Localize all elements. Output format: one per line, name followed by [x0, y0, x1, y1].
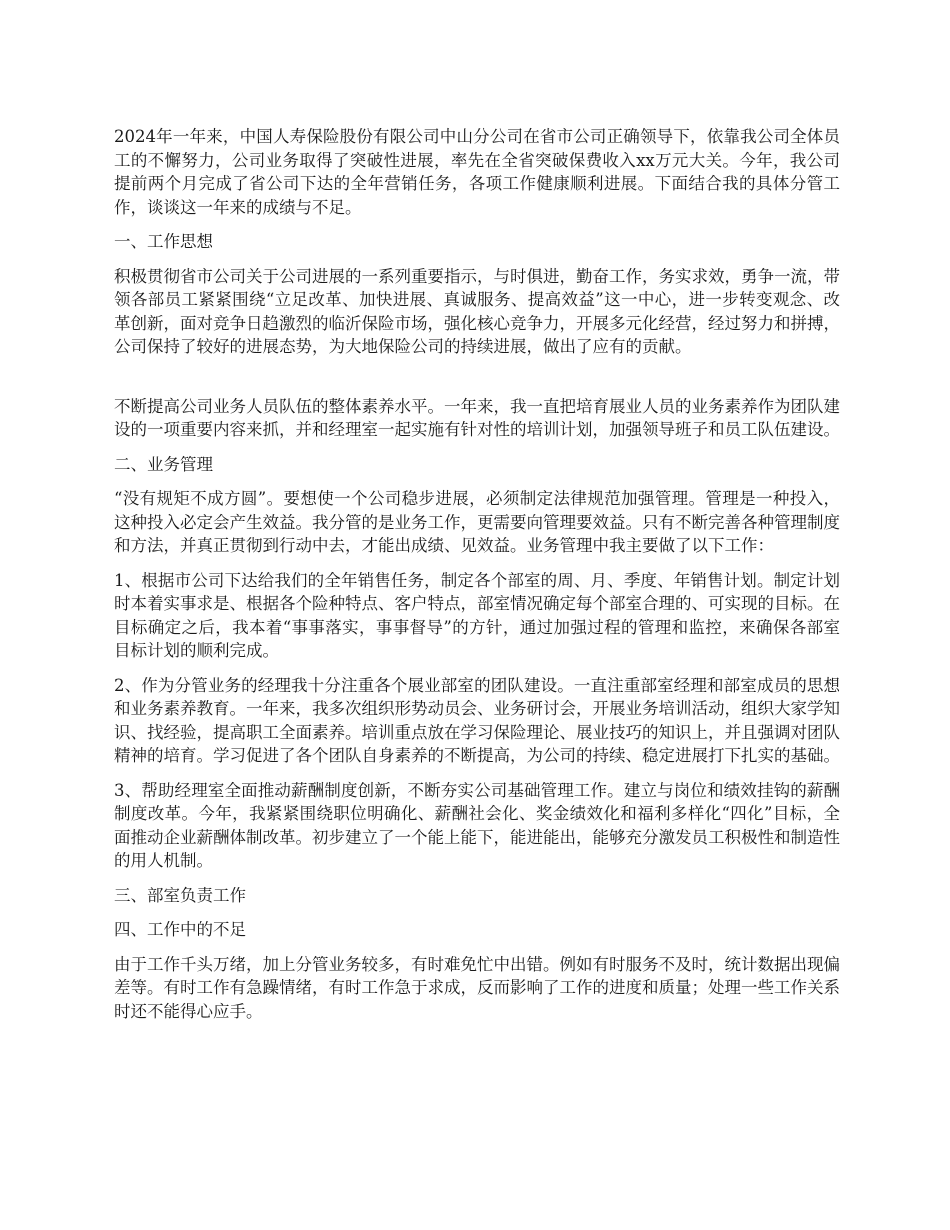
business-management-paragraph: “没有规矩不成方圆”。要想使一个公司稳步进展，必须制定法律规范加强管理。管理是一种投入，这种投入必定会产生效益。我分管的是业务工作，更需要向管理要效益。只有不断完善各种管理制度和方法，并真正贯彻到行动中去，才能出成绩、见效益。业务管理中我主要做了以下工作：	[114, 489, 840, 555]
document-body	[114, 125, 840, 1034]
shortcomings-paragraph: 由于工作千头万绪，加上分管业务较多，有时难免忙中出错。例如有时服务不及时，统计数据出现偏差等。有时工作有急躁情绪，有时工作急于求成，反而影响了工作的进度和质量；处理一些工作关系时还不能得心应手。	[114, 954, 840, 1021]
team-quality-paragraph: 不断提高公司业务人员队伍的整体素养水平。一年来，我一直把培育展业人员的业务素养作为团队建设的一项重要内容来抓，并和经理室一起实施有针对性的培训计划，加强领导班子和员工队伍建设。	[114, 396, 840, 439]
section-heading-shortcomings: 四、工作中的不足	[114, 920, 246, 939]
intro-paragraph: 2024年一年来，中国人寿保险股份有限公司中山分公司在省市公司正确领导下，依靠我公司全体员工的不懈努力，公司业务取得了突破性进展，率先在全省突破保费收入xx万元大关。今年，我公司提前两个月完成了省公司下达的全年营销任务，各项工作健康顺利进展。下面结合我的具体分管工作，谈谈这一年来的成绩与不足。	[114, 127, 840, 217]
list-item-2-paragraph: 2、作为分管业务的经理我十分注重各个展业部室的团队建设。一直注重部室经理和部室成员的思想和业务素养教育。一年来，我多次组织形势动员会、业务研讨会，开展业务培训活动，组织大家学知识、找经验，提高职工全面素养。培训重点放在学习保险理论、展业技巧的知识上，并且强调对团队精神的培育。学习促进了各个团队自身素养的不断提高，为公司的持续、稳定进展打下扎实的基础。	[114, 675, 840, 765]
section-heading-business-management: 二、业务管理	[114, 454, 213, 474]
section-heading-work-thought: 一、工作思想	[114, 232, 213, 251]
section-heading-department-work: 三、部室负责工作	[114, 885, 246, 905]
list-item-1-paragraph: 1、根据市公司下达给我们的全年销售任务，制定各个部室的周、月、季度、年销售计划。制定计划时本着实事求是、根据各个险种特点、客户特点，部室情况确定每个部室合理的、可实现的目标。在目标确定之后，我本着“事事落实，事事督导”的方针，通过加强过程的管理和监控，来确保各部室目标计划的顺利完成。	[114, 570, 840, 660]
work-thought-paragraph: 积极贯彻省市公司关于公司进展的一系列重要指示，与时俱进，勤奋工作，务实求效，勇争一流，带领各部员工紧紧围绕“立足改革、加快进展、真诚服务、提高效益”这一中心，进一步转变观念、改革创新，面对竞争日趋激烈的临沂保险市场，强化核心竞争力，开展多元化经营，经过努力和拼搏，公司保持了较好的进展态势，为大地保险公司的持续进展，做出了应有的贡献。	[114, 266, 840, 356]
list-item-3-paragraph: 3、帮助经理室全面推动薪酬制度创新，不断夯实公司基础管理工作。建立与岗位和绩效挂钩的薪酬制度改革。今年，我紧紧围绕职位明确化、薪酬社会化、奖金绩效化和福利多样化“四化”目标，全面推动企业薪酬体制改革。初步建立了一个能上能下，能进能出，能够充分激发员工积极性和制造性的用人机制。	[114, 780, 840, 870]
